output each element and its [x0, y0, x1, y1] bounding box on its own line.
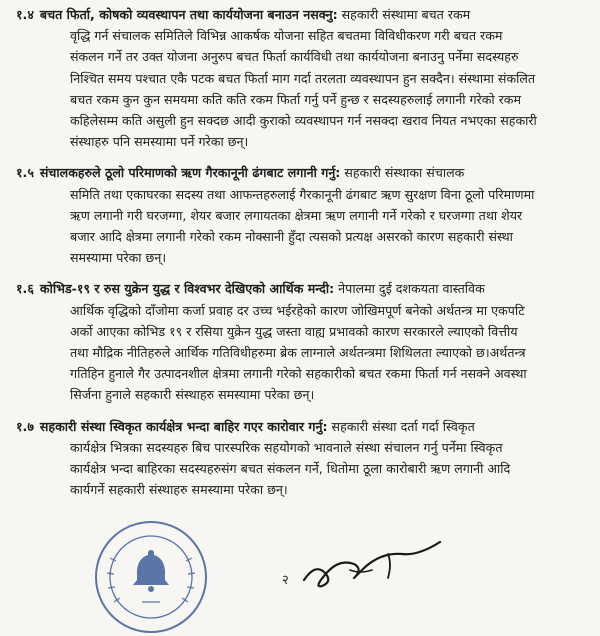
body-line: गतिहिन हुनाले गैर उत्पादनशील क्षेत्रमा लगानी गरेको सहकारीको बचत रकमा फिर्ता गर्न नसक्ने अवस्था	[70, 366, 527, 382]
body-line: सिर्जना हुनाले सहकारी संस्थाहरु समस्यामा परेका छन्।	[70, 387, 315, 403]
body-line: कार्यगर्ने सहकारी संस्थाहरु समस्यामा परेका छन्।	[70, 482, 288, 498]
body-line: कार्यक्षेत्र भन्दा बाहिरका सदस्यहरुसंग बचत संकलन गर्ने, धितोमा ठूला कारोबारी ऋण लगानी आदि	[70, 461, 511, 477]
section-number: १.४	[16, 7, 34, 22]
body-line: संस्थाहरु पनि समस्यामा पर्ने गरेका छन्।	[70, 134, 249, 150]
section-title: सहकारी संस्था स्विकृत कार्यक्षेत्र भन्दा बाहिर गएर कारोवार गर्नु:	[39, 418, 328, 434]
section-title: संचालकहरुले ठूलो परिमाणको ऋण गैरकानूनी ढंगबाट लगानी गर्नु:	[39, 165, 341, 181]
section-title: बचत फिर्ता, कोषको व्यवस्थापन तथा कार्ययोजना बनाउन नसक्नु:	[39, 7, 338, 22]
section-1-6	[16, 278, 588, 405]
body-line: ऋण लगानी गरी घरजग्गा, शेयर बजार लगायतका क्षेत्रमा ऋण लगानी गर्ने गरेको र घरजग्गा तथा शेयर	[70, 207, 523, 223]
section-1-7	[16, 416, 588, 501]
section-body	[16, 300, 588, 406]
section-lead-text: सहकारी संस्था दर्ता गर्दा स्विकृत	[327, 418, 475, 434]
section-heading-line	[16, 162, 588, 183]
body-line: बजार आदि क्षेत्रमा लगानी गरेको रकम नोक्सानी हुँदा त्यसको प्रत्यक्ष असरको कारण सहकारी संस्था	[70, 229, 513, 245]
body-line: अर्को आएका कोभिड १९ र रसिया युक्रेन युद्ध जस्ता वाह्य प्रभावको कारण सरकारले ल्याएको वित्तीय	[70, 323, 518, 339]
section-body	[16, 184, 588, 269]
section-heading-line	[16, 416, 588, 437]
body-line: कार्यक्षेत्र भित्रका सदस्यहरु बिच पारस्परिक सहयोगको भावनाले संस्था संचालन गर्नु पर्नेमा स्विकृत	[70, 439, 503, 455]
handwritten-signature	[296, 540, 456, 600]
bell-icon	[133, 550, 169, 592]
section-heading-line	[16, 278, 588, 299]
body-line: निश्चित समय पश्चात एकै पटक बचत फिर्ता माग गर्दा तरलता व्यवस्थापन हुन सक्दैन। संस्थामा संकलित	[70, 70, 536, 86]
official-seal-stamp	[92, 518, 210, 636]
section-number: १.७	[16, 418, 34, 434]
section-lead-text: सहकारी संस्थामा बचत रकम	[337, 7, 471, 22]
section-body	[16, 25, 588, 152]
section-1-4	[16, 4, 588, 152]
section-lead-text: नेपालमा दुई दशकयता वास्तविक	[334, 281, 485, 297]
section-title: कोभिड-१९ र रुस युक्रेन युद्ध र विश्वभर देखिएको आर्थिक मन्दी:	[39, 281, 335, 297]
page-number: २	[282, 573, 289, 588]
body-line: समस्यामा परेका छन्।	[70, 250, 167, 266]
body-line: बचत रकम कुन कुन समयमा कति कति रकम फिर्ता गर्नु पर्ने हुन्छ र सदस्यहरुलाई लगानी गरेको रकम	[70, 91, 521, 107]
section-lead-text: सहकारी संस्थाका संचालक	[340, 165, 465, 181]
body-line: संकलन गर्ने तर उक्त योजना अनुरुप बचत फिर्ता कार्यविधी तथा कार्ययोजना बनाउनु पर्नेमा सदस्यहरु	[70, 49, 519, 65]
body-line: समिति तथा एकाघरका सदस्य तथा आफन्तहरुलाई गैरकानूनी ढंगबाट ऋण सुरक्षण विना ठूलो परिमाणमा	[70, 186, 535, 202]
section-number: १.५	[16, 165, 34, 181]
section-number: १.६	[16, 281, 34, 297]
body-line: कहिलेसम्म कति असुली हुन सक्दछ आदी कुराको व्यवस्थापन गर्न नसक्दा खराव नियत नभएका सहकारी	[70, 113, 537, 129]
section-1-5	[16, 162, 588, 268]
body-line: वृद्धि गर्न संचालक समितिले विभिन्न आकर्षक योजना सहित बचतमा विविधीकरण गरी बचत रकम	[70, 28, 503, 44]
section-heading-line	[16, 4, 588, 25]
section-body	[16, 437, 588, 501]
body-line: तथा मौद्रिक नीतिहरुले आर्थिक गतिविधीहरुमा ब्रेक लाग्नाले अर्थतन्त्रमा शिथिलता ल्याएको छ।अर्थतन्त्र	[70, 345, 526, 361]
body-line: आर्थिक वृद्धिको दाँजोमा कर्जा प्रवाह दर उच्च भईरहेको कारण जोखिमपूर्ण बनेको अर्थतन्त्र मा एकपटि	[70, 302, 525, 318]
